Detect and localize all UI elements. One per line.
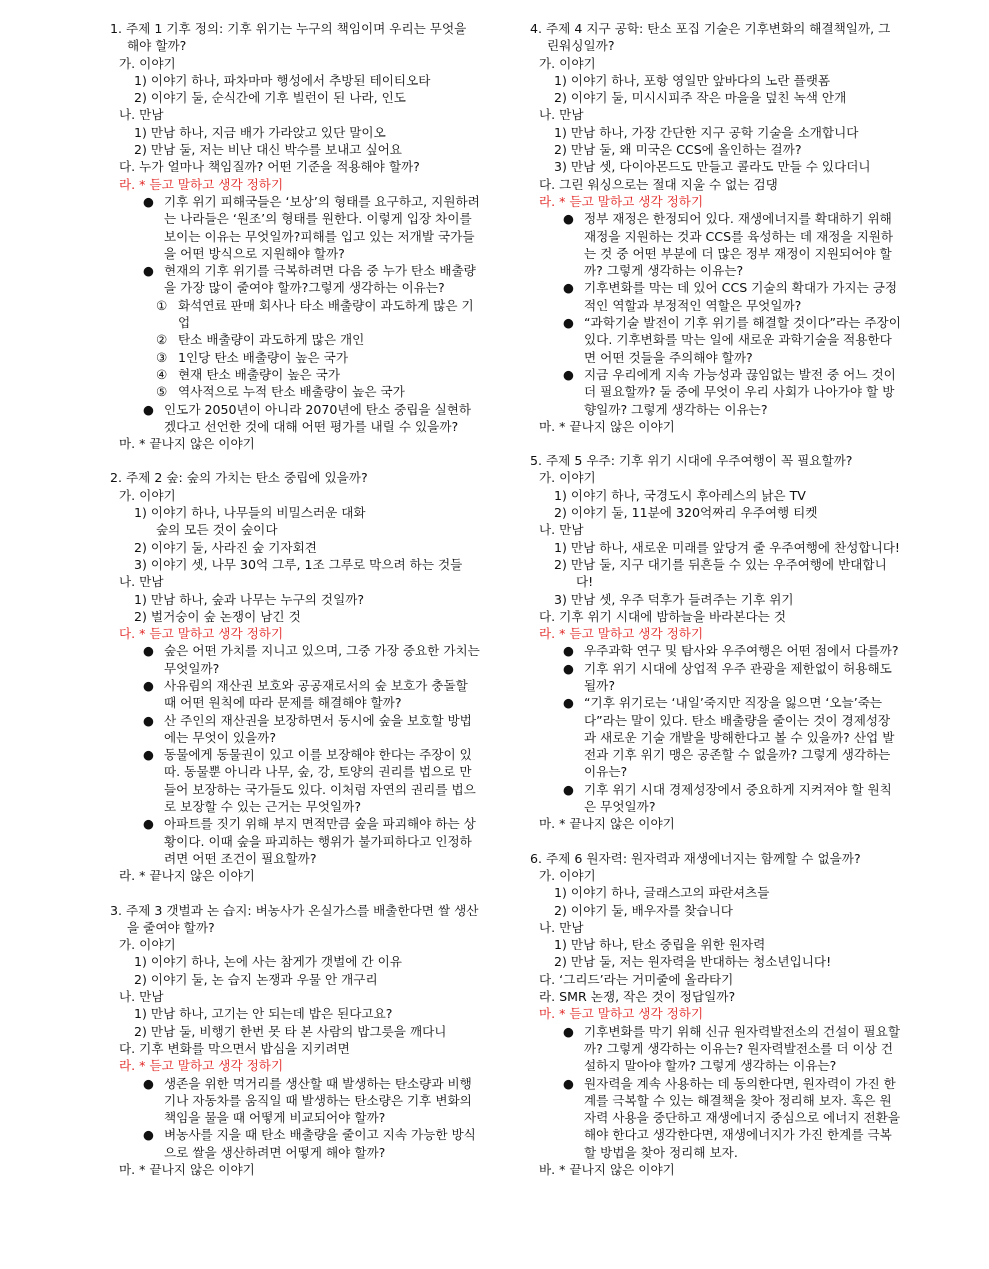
list-item: 3) 이야기 셋, 나무 30억 그루, 1조 그루로 막으려 하는 것들 <box>134 556 463 572</box>
bullet-text: 지금 우리에게 지속 가능성과 끊임없는 발전 중 어느 것이 더 필요할까? 둘 중에 무엇이 우리 사회가 나아가야 할 방향일까? 그렇게 생각하는 이유는? <box>584 366 896 417</box>
bullet-question <box>530 781 902 816</box>
topic-title: 2. 주제 2 숲: 숲의 가치는 탄소 중립에 있을까? <box>110 470 368 486</box>
list-item: 2) 만남 둘, 왜 미국은 CCS에 올인하는 걸까? <box>554 142 802 158</box>
numbered-option <box>110 383 482 400</box>
discussion-heading: 라. * 듣고 말하고 생각 정하기 <box>539 626 704 642</box>
option-text: 화석연료 판매 회사나 타소 배출량이 과도하게 많은 기업 <box>178 297 474 331</box>
bullet-question <box>530 314 902 366</box>
bullet-text: 사유림의 재산권 보호와 공공재로서의 숲 보호가 충돌할 때 어떤 원칙에 따라 문제를 해결해야 할까? <box>164 677 468 711</box>
bullet-text: “기후 위기로는 ‘내일’죽지만 직장을 잃으면 ‘오늘’죽는다”라는 말이 있다. 탄소 배출량을 줄이는 것이 경제성장과 새로운 기술 개발을 방해한다고 볼 수 있을까? 산업 발전과 기후 위기 맹은 공존할 수 없을까? 그렇게 생각하는 이유는? <box>584 695 895 780</box>
subsection-heading: 나. 만남 <box>119 107 164 123</box>
list-item: 2) 이야기 둘, 순식간에 기후 빌런이 된 나라, 인도 <box>134 90 406 106</box>
list-item: 2) 이야기 둘, 11분에 320억짜리 우주여행 티켓 <box>554 505 818 521</box>
subsection-heading: 마. * 끝나지 않은 이야기 <box>539 816 675 832</box>
topic-title: 5. 주제 5 우주: 기후 위기 시대에 우주여행이 꼭 필요할까? <box>530 453 853 469</box>
bullet-question <box>530 279 902 314</box>
subsection-heading: 바. * 끝나지 않은 이야기 <box>539 1162 675 1177</box>
bullet-question <box>110 1126 482 1161</box>
bullet-question <box>530 660 902 695</box>
subsection-heading: 나. 만남 <box>539 919 584 935</box>
bullet-text: 숲은 어떤 가치를 지니고 있으며, 그중 가장 중요한 가치는 무엇일까? <box>164 643 480 676</box>
subsection-heading: 가. 이야기 <box>539 55 596 71</box>
list-item: 2) 만남 둘, 지구 대기를 뒤흔들 수 있는 우주여행에 반대합니다! <box>554 556 887 590</box>
bullet-text: 우주과학 연구 및 탐사와 우주여행은 어떤 점에서 다를까? <box>584 643 899 659</box>
subsection-heading: 라. SMR 논쟁, 작은 것이 정답일까? <box>539 989 736 1005</box>
list-item: 2) 이야기 둘, 논 습지 논쟁과 우물 안 개구리 <box>134 971 378 987</box>
discussion-heading: 라. * 듣고 말하고 생각 정하기 <box>119 1058 284 1074</box>
topic-title: 3. 주제 3 갯벌과 논 습지: 벼농사가 온실가스를 배출한다면 쌀 생산을 줄여야 할까? <box>110 902 479 935</box>
option-marker: ④ <box>156 366 168 382</box>
list-item: 1) 이야기 하나, 포항 영일만 앞바다의 노란 플랫폼 <box>554 72 831 88</box>
list-item: 1) 만남 하나, 가장 간단한 지구 공학 기술을 소개합니다 <box>554 124 859 140</box>
bullet-dot-icon: ● <box>563 643 574 659</box>
list-item: 3) 만남 셋, 다이아몬드도 만들고 콜라도 만들 수 있다더니 <box>554 159 871 175</box>
discussion-heading: 라. * 듣고 말하고 생각 정하기 <box>539 193 704 209</box>
option-marker: ① <box>156 297 168 313</box>
topic-section <box>110 20 482 452</box>
bullet-dot-icon: ● <box>143 193 154 209</box>
left-column <box>110 20 482 1195</box>
list-item: 2) 만남 둘, 비행기 한번 못 타 본 사람의 밥그릇을 깨다니 <box>134 1023 447 1039</box>
list-item: 1) 만남 하나, 새로운 미래를 앞당겨 줄 우주여행에 찬성합니다! <box>554 539 900 555</box>
list-item: 2) 벌거숭이 숲 논쟁이 남긴 것 <box>134 608 301 624</box>
subsection-heading: 가. 이야기 <box>539 867 596 883</box>
subsection-heading: 가. 이야기 <box>119 487 176 503</box>
bullet-dot-icon: ● <box>563 695 574 711</box>
numbered-option <box>110 349 482 366</box>
option-marker: ② <box>156 332 168 348</box>
subsection-heading: 나. 만남 <box>539 107 584 123</box>
discussion-heading: 마. * 듣고 말하고 생각 정하기 <box>539 1006 704 1022</box>
list-item: 2) 이야기 둘, 배우자를 찾습니다 <box>554 902 733 918</box>
option-marker: ③ <box>156 349 168 365</box>
bullet-question <box>110 193 482 262</box>
bullet-dot-icon: ● <box>143 401 154 417</box>
list-item: 1) 이야기 하나, 나무들의 비밀스러운 대화 <box>134 505 366 521</box>
bullet-question <box>530 366 902 418</box>
subsection-heading: 다. 기후 위기 시대에 밤하늘을 바라본다는 것 <box>539 608 787 624</box>
list-item: 1) 만남 하나, 지금 배가 가라앉고 있단 말이오 <box>134 124 386 140</box>
numbered-option <box>110 297 482 332</box>
bullet-text: 기후변화를 막기 위해 신규 원자력발전소의 건설이 필요할까? 그렇게 생각하는 이유는? 원자력발전소를 더 이상 건설하지 말아야 할까? 그렇게 생각하는 이유는? <box>584 1023 900 1074</box>
option-text: 현재 탄소 배출량이 높은 국가 <box>178 366 340 382</box>
bullet-text: 기후 위기 시대에 상업적 우주 관광을 제한없이 허용해도 될까? <box>584 660 892 693</box>
subsection-heading: 다. 그린 워싱으로는 절대 지울 수 없는 검댕 <box>539 176 778 192</box>
list-item: 1) 이야기 하나, 논에 사는 참게가 갯벌에 간 이유 <box>134 954 402 970</box>
list-item: 2) 만남 둘, 저는 원자력을 반대하는 청소년입니다! <box>554 954 832 970</box>
bullet-dot-icon: ● <box>143 712 154 728</box>
option-text: 역사적으로 누적 탄소 배출량이 높은 국가 <box>178 384 405 400</box>
numbered-option <box>110 331 482 348</box>
bullet-question <box>530 1023 902 1075</box>
right-column <box>530 20 902 1195</box>
bullet-question <box>110 262 482 297</box>
bullet-dot-icon: ● <box>143 677 154 693</box>
subsection-heading: 나. 만남 <box>119 989 164 1005</box>
subsection-heading: 가. 이야기 <box>119 55 176 71</box>
bullet-question <box>110 815 482 867</box>
bullet-text: 생존을 위한 먹거리를 생산할 때 발생하는 탄소량과 비행기나 자동차를 움직일 때 발생하는 탄소량은 기후 변화의 책임을 물을 때 어떻게 비교되어야 할까? <box>164 1075 472 1126</box>
subsection-heading: 나. 만남 <box>539 522 584 538</box>
list-item: 1) 만남 하나, 고기는 안 되는데 밥은 된다고요? <box>134 1006 393 1022</box>
bullet-dot-icon: ● <box>563 660 574 676</box>
list-item: 숲의 모든 것이 숲이다 <box>156 522 278 538</box>
bullet-dot-icon: ● <box>143 263 154 279</box>
bullet-text: “과학기술 발전이 기후 위기를 해결할 것이다”라는 주장이 있다. 기후변화를 막는 일에 새로운 과학기술을 적용한다면 어떤 것들을 주의해야 할까? <box>584 315 901 365</box>
list-item: 3) 만남 셋, 우주 덕후가 들려주는 기후 위기 <box>554 591 794 607</box>
bullet-question <box>530 210 902 279</box>
topic-section <box>530 850 902 1179</box>
bullet-text: 벼농사를 지을 때 탄소 배출량을 줄이고 지속 가능한 방식으로 쌀을 생산하려면 어떻게 해야 할까? <box>164 1127 476 1160</box>
topic-section <box>530 20 902 435</box>
option-text: 1인당 탄소 배출량이 높은 국가 <box>178 349 349 365</box>
subsection-heading: 마. * 끝나지 않은 이야기 <box>119 1162 255 1177</box>
bullet-dot-icon: ● <box>143 816 154 832</box>
topic-section <box>110 469 482 884</box>
bullet-text: 기후변화를 막는 데 있어 CCS 기술의 확대가 가지는 긍정적인 역할과 부정적인 역할은 무엇일까? <box>584 280 898 313</box>
subsection-heading: 다. 기후 변화를 막으면서 밥심을 지키려면 <box>119 1040 350 1056</box>
option-marker: ⑤ <box>156 384 168 400</box>
list-item: 1) 이야기 하나, 국경도시 후아레스의 낡은 TV <box>554 487 806 503</box>
subsection-heading: 마. * 끝나지 않은 이야기 <box>539 418 675 434</box>
list-item: 1) 이야기 하나, 파차마마 행성에서 추방된 테이티오타 <box>134 72 431 88</box>
list-item: 2) 이야기 둘, 사라진 숲 기자회견 <box>134 539 317 555</box>
list-item: 1) 만남 하나, 숲과 나무는 누구의 것일까? <box>134 591 365 607</box>
bullet-question <box>530 694 902 780</box>
numbered-option <box>110 366 482 383</box>
bullet-text: 현재의 기후 위기를 극복하려면 다음 중 누가 탄소 배출량을 가장 많이 줄여야 할까?그렇게 생각하는 이유는? <box>164 263 476 296</box>
bullet-question <box>530 642 902 659</box>
topic-section <box>110 902 482 1179</box>
bullet-text: 기후 위기 피해국들은 ‘보상’의 형태를 요구하고, 지원하려는 나라들은 ‘원조’의 형태를 원한다. 이렇게 입장 차이를 보이는 이유는 무엇일까?피해를 입고 있는 저개발 국가들을 어떤 방식으로 지원해야 할까? <box>164 193 480 261</box>
subsection-heading: 마. * 끝나지 않은 이야기 <box>119 436 255 452</box>
list-item: 1) 이야기 하나, 글래스고의 파란셔츠들 <box>554 885 770 901</box>
bullet-text: 정부 재정은 한정되어 있다. 재생에너지를 확대하기 위해 재정을 지원하는 것과 CCS를 육성하는 데 재정을 지원하는 것 중 어떤 부분에 더 많은 정부 재정이 지원되어야 할까? 그렇게 생각하는 이유는? <box>584 211 894 279</box>
subsection-heading: 다. 누가 얼마나 책임질까? 어떤 기준을 적용해야 할까? <box>119 159 420 175</box>
bullet-question <box>110 677 482 712</box>
bullet-text: 기후 위기 시대 경제성장에서 중요하게 지켜져야 할 원칙은 무엇일까? <box>584 781 892 815</box>
bullet-question <box>110 712 482 747</box>
bullet-text: 인도가 2050년이 아니라 2070년에 탄소 중립을 실현하겠다고 선언한 것에 대해 어떤 평가를 내릴 수 있을까? <box>164 401 472 434</box>
bullet-dot-icon: ● <box>563 315 574 331</box>
bullet-text: 동물에게 동물권이 있고 이를 보장해야 한다는 주장이 있따. 동물뿐 아니라 나무, 숲, 강, 토양의 권리를 법으로 만들어 보장하는 국가들도 있다. 이처럼 자연의 권리를 법으로 보장할 수 있는 근거는 무엇일까? <box>164 747 476 815</box>
bullet-question <box>110 746 482 815</box>
bullet-question <box>530 1075 902 1161</box>
bullet-dot-icon: ● <box>143 1127 154 1143</box>
bullet-dot-icon: ● <box>143 643 154 659</box>
subsection-heading: 라. * 끝나지 않은 이야기 <box>119 868 255 884</box>
bullet-text: 아파트를 짓기 위해 부지 면적만큼 숲을 파괴해야 하는 상황이다. 이때 숲을 파괴하는 행위가 불가피하다고 인정하려면 어떤 조건이 필요할까? <box>164 816 476 866</box>
subsection-heading: 가. 이야기 <box>119 937 176 953</box>
subsection-heading: 다. ‘그리드’라는 거미줄에 올라타기 <box>539 971 734 987</box>
subsection-heading: 나. 만남 <box>119 574 164 590</box>
bullet-dot-icon: ● <box>143 1075 154 1091</box>
list-item: 1) 만남 하나, 탄소 중립을 위한 원자력 <box>554 937 766 953</box>
discussion-heading: 다. * 듣고 말하고 생각 정하기 <box>119 626 284 642</box>
bullet-text: 산 주인의 재산권을 보장하면서 동시에 숲을 보호할 방법에는 무엇이 있을까? <box>164 712 472 745</box>
bullet-dot-icon: ● <box>563 781 574 797</box>
bullet-dot-icon: ● <box>563 1023 574 1039</box>
bullet-question <box>110 642 482 677</box>
bullet-dot-icon: ● <box>563 1075 574 1091</box>
topic-title: 1. 주제 1 기후 정의: 기후 위기는 누구의 책임이며 우리는 무엇을 해야 할까? <box>110 21 467 54</box>
bullet-dot-icon: ● <box>563 366 574 382</box>
topic-section <box>530 452 902 833</box>
bullet-text: 원자력을 계속 사용하는 데 동의한다면, 원자력이 가진 한계를 극복할 수 있는 해결책을 찾아 정리해 보자. 혹은 원자력 사용을 중단하고 재생에너지 중심으로 에너지 전환을 해야 한다고 생각한다면, 재생에너지가 가진 한계를 극복할 방법을 찾아 정리해 보자. <box>584 1075 900 1160</box>
bullet-question <box>110 1075 482 1127</box>
list-item: 2) 만남 둘, 저는 비난 대신 박수를 보내고 싶어요 <box>134 142 402 158</box>
topic-title: 6. 주제 6 원자력: 원자력과 재생에너지는 함께할 수 없을까? <box>530 850 861 866</box>
list-item: 2) 이야기 둘, 미시시피주 작은 마을을 덮친 녹색 안개 <box>554 90 847 106</box>
bullet-dot-icon: ● <box>563 280 574 296</box>
bullet-dot-icon: ● <box>563 211 574 227</box>
topic-title: 4. 주제 4 지구 공학: 탄소 포집 기술은 기후변화의 해결책일까, 그린워싱일까? <box>530 21 891 54</box>
option-text: 탄소 배출량이 과도하게 많은 개인 <box>178 332 365 348</box>
bullet-dot-icon: ● <box>143 747 154 763</box>
bullet-question <box>110 401 482 436</box>
discussion-heading: 라. * 듣고 말하고 생각 정하기 <box>119 176 284 192</box>
subsection-heading: 가. 이야기 <box>539 470 596 486</box>
